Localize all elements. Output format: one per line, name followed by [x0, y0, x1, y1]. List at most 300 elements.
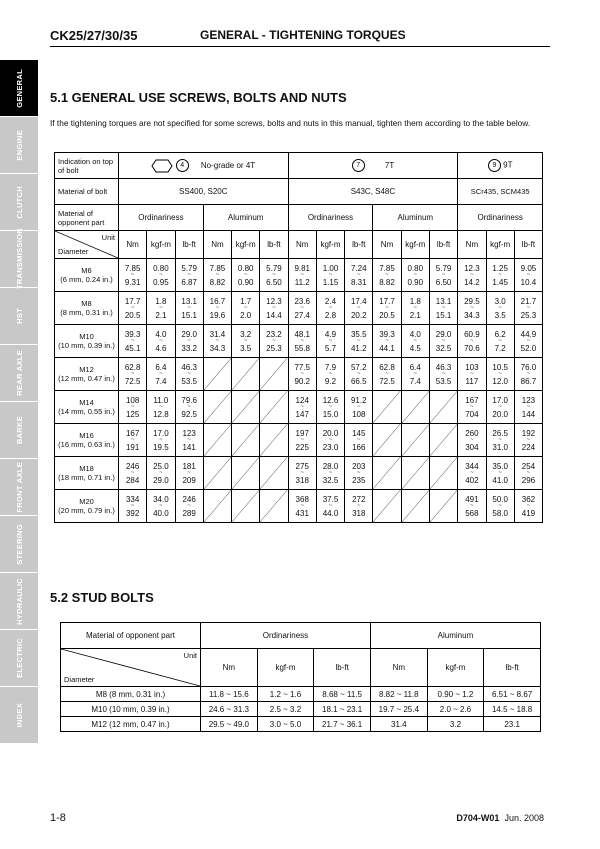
grade-7-cell: [288, 153, 458, 179]
opp-ord-7: Ordinariness: [288, 205, 373, 231]
grade-7-text: 7T: [384, 160, 395, 170]
side-tab-steering[interactable]: [0, 516, 38, 572]
torque-min: 1.00: [322, 263, 339, 273]
torque-min: 7.85: [209, 263, 226, 273]
torque-max: 108: [352, 409, 366, 419]
torque-min: 123: [521, 395, 536, 405]
torque-max: 52.0: [520, 343, 537, 353]
torque-cell: 77.5 ~ 90.2: [288, 358, 316, 391]
torque-cell: 39.3 ~ 45.1: [119, 325, 147, 358]
torque-max: 86.7: [520, 376, 537, 386]
torque-max: 704: [465, 409, 479, 419]
torque-min: 203: [352, 461, 366, 471]
unit-header-kgf-m: kgf-m: [401, 231, 429, 259]
torque-min: 13.1: [435, 296, 452, 306]
torque-max: 15.0: [322, 409, 339, 419]
section-1-title: 5.1 GENERAL USE SCREWS, BOLTS AND NUTS: [50, 90, 347, 105]
stud-unit-header-nm: Nm: [201, 649, 258, 687]
table-row: [55, 490, 543, 523]
table-row: [61, 687, 541, 702]
torque-cell: 6.2 ~ 7.2: [486, 325, 514, 358]
torque-min: 12.3: [464, 263, 480, 273]
not-applicable-cell: [232, 490, 260, 523]
torque-max: 0.90: [407, 277, 424, 287]
torque-cell: 7.85 ~ 8.82: [373, 259, 401, 292]
not-applicable-cell: [203, 424, 231, 457]
diameter-cell: [55, 325, 119, 358]
not-applicable-cell: [401, 424, 429, 457]
torque-max: 3.5: [240, 343, 252, 353]
torque-min: 17.0: [153, 428, 169, 438]
torque-min: 6.4: [155, 362, 167, 372]
torque-max: 20.5: [124, 310, 141, 320]
torque-min: 260: [465, 428, 479, 438]
torque-min: 23.6: [294, 296, 311, 306]
diameter-cell: [55, 292, 119, 325]
torque-cell: 275 ~ 318: [288, 457, 316, 490]
torque-cell: 44.9 ~ 52.0: [514, 325, 542, 358]
stud-unit-label: Unit: [183, 651, 197, 660]
torque-min: 1.8: [409, 296, 421, 306]
torque-max: 9.2: [324, 376, 337, 386]
torque-max: 40.0: [153, 508, 169, 518]
torque-min: 23.2: [266, 329, 282, 339]
torque-min: 4.0: [155, 329, 167, 339]
torque-min: 334: [125, 494, 140, 504]
torque-cell: 4.9 ~ 5.7: [316, 325, 344, 358]
diameter-spec: (6 mm, 0.24 in.): [60, 275, 113, 284]
torque-min: 7.9: [324, 362, 337, 372]
torque-min: 254: [521, 461, 536, 471]
torque-min: 17.7: [379, 296, 395, 306]
diameter-spec: (16 mm, 0.63 in.): [58, 440, 115, 449]
not-applicable-cell: [429, 490, 457, 523]
torque-cell: 23.2 ~ 25.3: [260, 325, 288, 358]
unit-header-nm: Nm: [288, 231, 316, 259]
diameter-cell: [55, 457, 119, 490]
torque-min: 246: [182, 494, 196, 504]
side-tab-engine[interactable]: [0, 117, 38, 173]
torque-min: 17.0: [492, 395, 508, 405]
torque-min: 5.79: [181, 263, 197, 273]
torque-min: 167: [125, 428, 140, 438]
torque-max: 6.50: [266, 277, 282, 287]
table-row: [55, 358, 543, 391]
side-tab-label: INDEX: [14, 702, 24, 728]
torque-max: 6.87: [181, 277, 197, 287]
torque-cell: 7.85 ~ 9.31: [119, 259, 147, 292]
torque-min: 26.5: [492, 428, 508, 438]
side-tab-front-axle[interactable]: [0, 459, 38, 515]
table-row: [55, 292, 543, 325]
torque-cell: 31.4 ~ 34.3: [203, 325, 231, 358]
not-applicable-cell: [260, 490, 288, 523]
torque-max: 32.5: [435, 343, 452, 353]
torque-min: 79.6: [181, 395, 197, 405]
table-row: [55, 391, 543, 424]
stud-torque-cell: 3.2: [427, 717, 484, 732]
diameter-spec: (14 mm, 0.55 in.): [58, 407, 115, 416]
torque-min: 50.0: [492, 494, 508, 504]
stud-torque-cell: 19.7 ~ 25.4: [370, 702, 427, 717]
not-applicable-cell: [373, 391, 401, 424]
torque-cell: 108 ~ 125: [119, 391, 147, 424]
opponent-label: Material of opponent part: [55, 205, 119, 231]
torque-max: 23.0: [322, 442, 339, 452]
torque-max: 53.5: [181, 376, 197, 386]
torque-min: 491: [465, 494, 479, 504]
torque-min: 2.4: [324, 296, 337, 306]
torque-max: 117: [465, 376, 479, 386]
torque-max: 14.4: [266, 310, 282, 320]
torque-cell: 35.0 ~ 41.0: [486, 457, 514, 490]
torque-min: 21.7: [520, 296, 537, 306]
torque-max: 33.2: [181, 343, 197, 353]
torque-max: 2.1: [409, 310, 421, 320]
torque-cell: 5.79 ~ 6.87: [175, 259, 203, 292]
material-9: SCr435, SCM435: [458, 179, 543, 205]
torque-max: 4.6: [155, 343, 167, 353]
torque-cell: 17.7 ~ 20.5: [373, 292, 401, 325]
torque-min: 57.2: [350, 362, 367, 372]
torque-cell: 17.0 ~ 19.5: [147, 424, 175, 457]
torque-min: 48.1: [294, 329, 311, 339]
torque-cell: 1.25 ~ 1.45: [486, 259, 514, 292]
torque-min: 145: [352, 428, 366, 438]
torque-max: 11.2: [294, 277, 310, 287]
torque-min: 368: [295, 494, 309, 504]
torque-cell: 76.0 ~ 86.7: [514, 358, 542, 391]
unit-header-kgf-m: kgf-m: [147, 231, 175, 259]
opp-ord-4: Ordinariness: [119, 205, 204, 231]
diameter-spec: (20 mm, 0.79 in.): [58, 506, 115, 515]
side-tab-electric[interactable]: [0, 630, 38, 686]
torque-cell: 35.5 ~ 41.2: [345, 325, 373, 358]
diameter-spec: (8 mm, 0.31 in.): [60, 308, 113, 317]
not-applicable-cell: [203, 358, 231, 391]
side-tab-rear-axle[interactable]: [0, 345, 38, 401]
stud-diameter-cell: M8 (8 mm, 0.31 in.): [61, 687, 201, 702]
torque-cell: 57.2 ~ 66.5: [345, 358, 373, 391]
torque-max: 41.2: [350, 343, 367, 353]
torque-min: 1.25: [492, 263, 508, 273]
side-tab-label: TRANSMISSION: [14, 228, 24, 290]
torque-max: 53.5: [435, 376, 452, 386]
torque-cell: 1.8 ~ 2.1: [147, 292, 175, 325]
stud-torque-cell: 6.51 ~ 8.67: [484, 687, 541, 702]
side-tab-clutch[interactable]: [0, 174, 38, 230]
torque-min: 7.24: [350, 263, 367, 273]
side-tab-label: CLUTCH: [14, 185, 24, 219]
torque-cell: 103 ~ 117: [458, 358, 486, 391]
torque-cell: 12.6 ~ 15.0: [316, 391, 344, 424]
unit-header-lb-ft: lb-ft: [175, 231, 203, 259]
stud-unit-header-kgf-m: kgf-m: [257, 649, 314, 687]
torque-cell: 21.7 ~ 25.3: [514, 292, 542, 325]
torque-max: 45.1: [124, 343, 141, 353]
side-tab-transmission[interactable]: [0, 228, 38, 290]
torque-max: 166: [352, 442, 366, 452]
stud-ordinariness: Ordinariness: [201, 623, 371, 649]
torque-max: 2.8: [324, 310, 337, 320]
side-tab-general[interactable]: [0, 60, 38, 116]
torque-cell: 260 ~ 304: [458, 424, 486, 457]
torque-max: 141: [182, 442, 196, 452]
table-row: [61, 717, 541, 732]
unit-header-lb-ft: lb-ft: [514, 231, 542, 259]
diameter-size: M16: [79, 431, 94, 440]
unit-header-kgf-m: kgf-m: [316, 231, 344, 259]
torque-min: 124: [295, 395, 309, 405]
stud-torque-cell: 1.2 ~ 1.6: [257, 687, 314, 702]
stud-torque-cell: 14.5 ~ 18.8: [484, 702, 541, 717]
torque-min: 17.7: [124, 296, 141, 306]
section-2-title: 5.2 STUD BOLTS: [50, 590, 154, 605]
torque-cell: 4.0 ~ 4.6: [147, 325, 175, 358]
torque-min: 76.0: [520, 362, 537, 372]
unit-header-lb-ft: lb-ft: [429, 231, 457, 259]
torque-max: 72.5: [379, 376, 395, 386]
side-tab-label: FRONT AXLE: [14, 461, 24, 513]
stud-unit-diameter-header: [61, 649, 201, 687]
torque-cell: 60.9 ~ 70.6: [458, 325, 486, 358]
torque-min: 6.2: [494, 329, 506, 339]
torque-min: 12.6: [322, 395, 339, 405]
material-label: Material of bolt: [55, 179, 119, 205]
torque-max: 2.0: [240, 310, 252, 320]
torque-min: 29.0: [435, 329, 452, 339]
side-tab-label: GENERAL: [14, 68, 24, 108]
stud-torque-cell: 23.1: [484, 717, 541, 732]
torque-cell: 12.3 ~ 14.4: [260, 292, 288, 325]
not-applicable-cell: [203, 391, 231, 424]
torque-max: 31.0: [492, 442, 508, 452]
unit-label: Unit: [101, 233, 115, 242]
torque-max: 6.50: [435, 277, 452, 287]
torque-min: 20.0: [322, 428, 339, 438]
stud-torque-cell: 21.7 ~ 36.1: [314, 717, 371, 732]
not-applicable-cell: [401, 490, 429, 523]
not-applicable-cell: [232, 457, 260, 490]
torque-min: 181: [182, 461, 196, 471]
torque-cell: 10.5 ~ 12.0: [486, 358, 514, 391]
torque-cell: 368 ~ 431: [288, 490, 316, 523]
torque-min: 0.80: [407, 263, 424, 273]
torque-cell: 48.1 ~ 55.8: [288, 325, 316, 358]
torque-max: 191: [125, 442, 140, 452]
torque-cell: 362 ~ 419: [514, 490, 542, 523]
torque-cell: 7.85 ~ 8.82: [203, 259, 231, 292]
side-tab-label: REAR AXLE: [14, 350, 24, 396]
diameter-spec: (10 mm, 0.39 in.): [58, 341, 115, 350]
diameter-label: Diameter: [58, 247, 89, 256]
torque-min: 0.80: [237, 263, 254, 273]
torque-min: 0.80: [153, 263, 169, 273]
torque-max: 144: [521, 409, 536, 419]
torque-min: 37.5: [322, 494, 339, 504]
not-applicable-cell: [401, 391, 429, 424]
torque-min: 13.1: [181, 296, 197, 306]
torque-cell: 167 ~ 704: [458, 391, 486, 424]
torque-max: 34.3: [209, 343, 226, 353]
diameter-cell: [55, 490, 119, 523]
torque-min: 91.2: [350, 395, 367, 405]
torque-min: 7.85: [379, 263, 395, 273]
table-row: [61, 702, 541, 717]
torque-max: 235: [352, 475, 366, 485]
torque-cell: 334 ~ 392: [119, 490, 147, 523]
table-row: [55, 325, 543, 358]
torque-cell: 123 ~ 144: [514, 391, 542, 424]
torque-min: 103: [465, 362, 479, 372]
torque-max: 10.4: [520, 277, 537, 287]
torque-max: 92.5: [181, 409, 197, 419]
opp-al-7: Aluminum: [373, 205, 458, 231]
torque-max: 7.4: [155, 376, 167, 386]
torque-min: 5.79: [266, 263, 282, 273]
torque-max: 8.82: [209, 277, 226, 287]
torque-cell: 91.2 ~ 108: [345, 391, 373, 424]
side-tab-barke[interactable]: [0, 402, 38, 458]
stud-unit-header-nm: Nm: [370, 649, 427, 687]
diameter-size: M10: [79, 332, 94, 341]
mark-7: 7: [352, 159, 365, 172]
table-row: [55, 457, 543, 490]
torque-cell: 0.80 ~ 0.90: [401, 259, 429, 292]
diameter-cell: [55, 391, 119, 424]
torque-cell: 344 ~ 402: [458, 457, 486, 490]
page-header: [50, 28, 550, 47]
torque-cell: 17.4 ~ 20.2: [345, 292, 373, 325]
stud-unit-header-lb-ft: lb-ft: [314, 649, 371, 687]
torque-cell: 23.6 ~ 27.4: [288, 292, 316, 325]
stud-unit-header-lb-ft: lb-ft: [484, 649, 541, 687]
torque-cell: 254 ~ 296: [514, 457, 542, 490]
stud-diameter-cell: M12 (12 mm, 0.47 in.): [61, 717, 201, 732]
stud-bolt-table: [60, 622, 541, 732]
stud-torque-cell: 8.82 ~ 11.8: [370, 687, 427, 702]
torque-cell: 46.3 ~ 53.5: [429, 358, 457, 391]
stud-diameter-label: Diameter: [64, 675, 95, 684]
torque-cell: 5.79 ~ 6.50: [429, 259, 457, 292]
torque-cell: 13.1 ~ 15.1: [429, 292, 457, 325]
torque-cell: 4.0 ~ 4.5: [401, 325, 429, 358]
torque-min: 272: [352, 494, 366, 504]
torque-min: 11.0: [153, 395, 169, 405]
side-tab-hst[interactable]: [0, 288, 38, 344]
not-applicable-cell: [373, 457, 401, 490]
stud-torque-cell: 3.0 ~ 5.0: [257, 717, 314, 732]
torque-min: 275: [295, 461, 309, 471]
torque-max: 66.5: [350, 376, 367, 386]
side-tab-hydraulic[interactable]: [0, 573, 38, 629]
stud-diameter-cell: M10 (10 mm, 0.39 in.): [61, 702, 201, 717]
torque-cell: 192 ~ 224: [514, 424, 542, 457]
torque-max: 1.45: [492, 277, 508, 287]
torque-cell: 12.3 ~ 14.2: [458, 259, 486, 292]
torque-cell: 145 ~ 166: [345, 424, 373, 457]
torque-min: 35.5: [350, 329, 367, 339]
side-tab-label: BARKE: [14, 415, 24, 445]
not-applicable-cell: [373, 424, 401, 457]
torque-cell: 37.5 ~ 44.0: [316, 490, 344, 523]
torque-max: 224: [521, 442, 536, 452]
torque-cell: 246 ~ 289: [175, 490, 203, 523]
diameter-size: M18: [79, 464, 94, 473]
torque-min: 62.8: [124, 362, 141, 372]
side-tab-index[interactable]: [0, 687, 38, 743]
torque-min: 167: [465, 395, 479, 405]
torque-cell: 197 ~ 225: [288, 424, 316, 457]
torque-min: 39.3: [379, 329, 395, 339]
torque-min: 3.0: [494, 296, 506, 306]
torque-max: 32.5: [322, 475, 339, 485]
stud-torque-cell: 8.68 ~ 11.5: [314, 687, 371, 702]
torque-max: 419: [521, 508, 536, 518]
diameter-size: M14: [79, 398, 94, 407]
stud-torque-cell: 31.4: [370, 717, 427, 732]
torque-max: 27.4: [294, 310, 311, 320]
stud-unit-header-kgf-m: kgf-m: [427, 649, 484, 687]
torque-max: 72.5: [124, 376, 141, 386]
torque-min: 34.0: [153, 494, 169, 504]
diameter-size: M6: [81, 266, 92, 275]
material-7: S43C, S48C: [288, 179, 458, 205]
not-applicable-cell: [260, 457, 288, 490]
table-row: [55, 259, 543, 292]
torque-max: 20.2: [350, 310, 367, 320]
torque-min: 12.3: [266, 296, 282, 306]
not-applicable-cell: [232, 424, 260, 457]
not-applicable-cell: [232, 391, 260, 424]
torque-cell: 62.8 ~ 72.5: [373, 358, 401, 391]
grade-4-text: No-grade or 4T: [200, 160, 256, 170]
torque-cell: 17.0 ~ 20.0: [486, 391, 514, 424]
torque-cell: 17.7 ~ 20.5: [119, 292, 147, 325]
opp-al-4: Aluminum: [203, 205, 288, 231]
torque-min: 4.0: [409, 329, 421, 339]
torque-max: 70.6: [464, 343, 480, 353]
stud-torque-cell: 24.6 ~ 31.3: [201, 702, 258, 717]
torque-max: 25.3: [520, 310, 537, 320]
intro-paragraph: If the tightening torques are not specified for some screws, bolts and nuts in this manual, tighten them according to the table below.: [50, 118, 531, 128]
diameter-spec: (12 mm, 0.47 in.): [58, 374, 115, 383]
torque-cell: 26.5 ~ 31.0: [486, 424, 514, 457]
unit-diameter-header: [55, 231, 119, 259]
unit-header-nm: Nm: [458, 231, 486, 259]
torque-cell: 246 ~ 284: [119, 457, 147, 490]
torque-min: 35.0: [492, 461, 508, 471]
torque-min: 28.0: [322, 461, 339, 471]
torque-cell: 1.7 ~ 2.0: [232, 292, 260, 325]
torque-max: 29.0: [153, 475, 169, 485]
torque-max: 318: [295, 475, 309, 485]
torque-cell: 62.8 ~ 72.5: [119, 358, 147, 391]
diameter-cell: [55, 424, 119, 457]
torque-max: 125: [125, 409, 140, 419]
torque-cell: 46.3 ~ 53.5: [175, 358, 203, 391]
torque-min: 31.4: [209, 329, 226, 339]
not-applicable-cell: [260, 358, 288, 391]
material-4: SS400, S20C: [119, 179, 289, 205]
unit-header-nm: Nm: [373, 231, 401, 259]
torque-min: 25.0: [153, 461, 169, 471]
torque-max: 284: [125, 475, 140, 485]
torque-cell: 79.6 ~ 92.5: [175, 391, 203, 424]
torque-cell: 29.5 ~ 34.3: [458, 292, 486, 325]
torque-min: 3.2: [240, 329, 252, 339]
torque-max: 19.6: [209, 310, 226, 320]
